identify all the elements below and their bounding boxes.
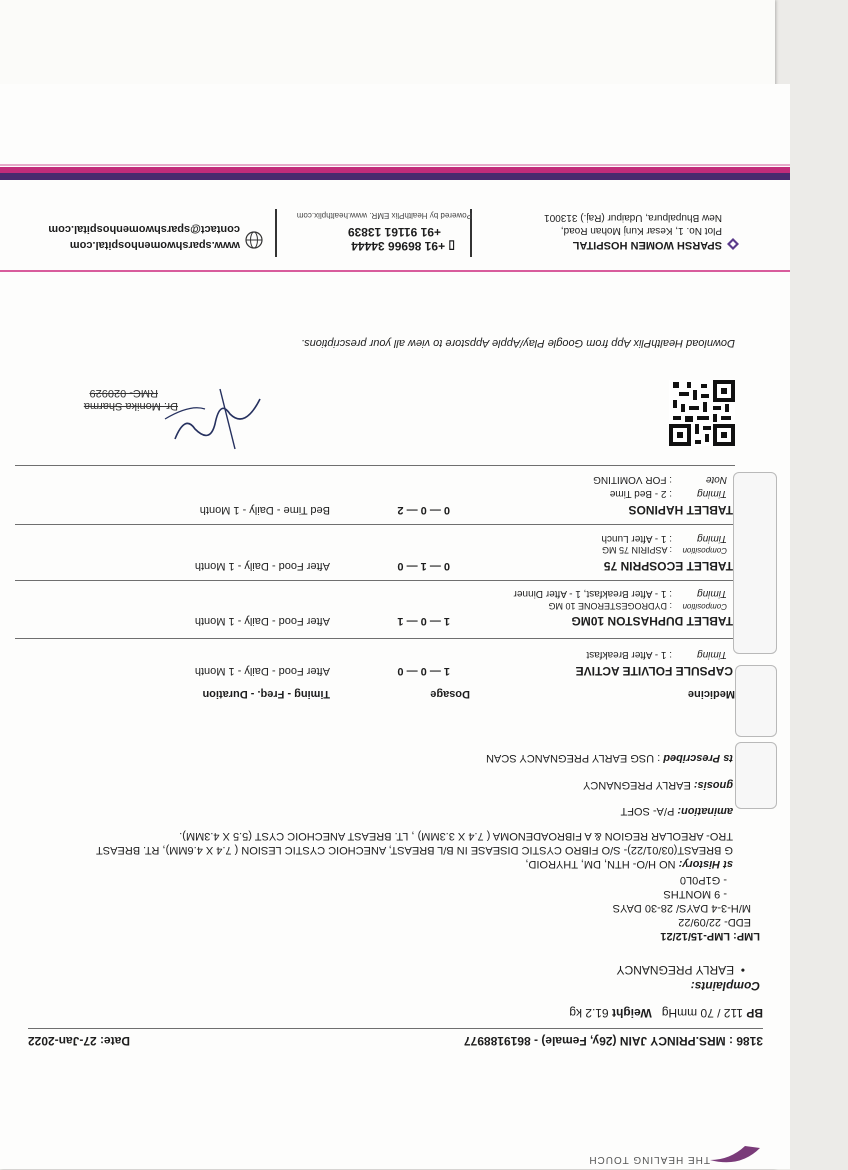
header-medicine: Medicine <box>687 688 735 700</box>
history-edd: EDD- 22/09/22 <box>678 916 751 928</box>
detail-value: : DYDROGESTERONE 10 MG <box>548 601 672 611</box>
medicine-timing: After Food - Daily - 1 Month <box>194 615 330 627</box>
binder-clip <box>735 665 777 737</box>
detail-value: : 1 - After Breakfast <box>586 649 672 660</box>
footer-divider <box>275 209 277 257</box>
examination: amination: P/A- SOFT <box>620 805 733 817</box>
diagnosis: gnosis: EARLY PREGNANCY <box>583 779 733 791</box>
footer-band-purple <box>0 173 790 180</box>
medicine-name: TABLET DUPHASTON 10MG <box>571 614 733 628</box>
phone-number: +91 91161 13839 <box>347 225 441 239</box>
detail-label: Timing <box>697 533 727 544</box>
website: www.sparshwomenhospital.com <box>69 239 240 251</box>
past-history: st History: NO H/O- HTN, DM, THYROID, <box>525 858 733 870</box>
bp-value: 112 / 70 <box>700 1006 743 1020</box>
medicine-dosage: 1 — 0 — 0 <box>397 665 450 677</box>
history-mh: M/H-3-4 DAYS/ 28-30 DAYS <box>612 902 751 914</box>
medicine-name: TABLET ECOSPRIN 75 <box>603 559 733 573</box>
globe-icon <box>245 231 263 249</box>
download-note: Download HealthPlix App from Google Play/Apple Appstore to view all your prescriptions. <box>301 337 735 349</box>
history-line2: G BREAST(03/01/22)- S/O FIBRO CYSTIC DISEASE IN B/L BREAST, ANECHOIC CYSTIC LESION ( 7.4 X 4.6MM), RT. BREAST <box>96 844 733 856</box>
detail-value: : ASPIRIN 75 MG <box>601 545 672 555</box>
phone-number: ▯ +91 86966 34444 <box>351 239 455 253</box>
doctor-signature <box>155 384 275 469</box>
history-g: - G1P0L0 <box>679 874 727 886</box>
row-divider <box>15 580 735 581</box>
history-line3: TRO- AREOLAR REGION & A FIBROADENOMA ( 7.4 X 3.3MM) , LT. BREAST ANECHOIC CYST (5.5 X 4.3MM). <box>179 830 733 842</box>
tests-prescribed: ts Prescribed : USG EARLY PREGNANCY SCAN <box>486 752 733 764</box>
detail-value: : 1 - After Breakfast, 1 - After Dinner <box>513 588 672 599</box>
doctor-name: Dr. Monika Sharma <box>83 400 178 412</box>
tagline: THE HEALING TOUCH <box>588 1154 710 1165</box>
row-divider <box>15 465 735 466</box>
prescription-sheet <box>0 84 790 1169</box>
detail-value: : FOR VOMITING <box>593 474 672 485</box>
row-divider <box>15 638 735 639</box>
detail-label: Composition <box>682 602 727 611</box>
complaints-label: Complaints: <box>690 979 760 993</box>
detail-label: Composition <box>682 546 727 555</box>
medicine-dosage: 0 — 0 — 2 <box>397 504 450 516</box>
history-lmp: LMP: LMP-15/12/21 <box>660 930 760 942</box>
medicine-timing: After Food - Daily - 1 Month <box>194 560 330 572</box>
medicine-name: CAPSULE FOLVITE ACTIVE <box>575 664 733 678</box>
detail-value: : 1 - After Lunch <box>601 533 672 544</box>
vitals: BP 112 / 70 mmHg Weight 61.2 kg <box>569 1006 763 1020</box>
divider <box>28 1028 763 1029</box>
medicine-name: TABLET HAPINOS <box>628 503 733 517</box>
header-timing: Timing - Freq. - Duration <box>202 688 330 700</box>
rotated-content <box>0 84 790 1169</box>
detail-value: : 2 - Bed Time <box>609 488 672 499</box>
powered-by: Powered by HealthPlix EMR. www.healthplix.com <box>296 211 472 220</box>
hospital-name: SPARSH WOMEN HOSPITAL <box>572 239 722 251</box>
history-months: - 9 MONTHS <box>663 888 727 900</box>
weight-value: 61.2 kg <box>569 1006 609 1020</box>
patient-header: 3186 : MRS.PRINCY JAIN (26y, Female) - 8619188977 <box>463 1034 763 1048</box>
detail-label: Timing <box>697 488 727 499</box>
hospital-address-line2: New Bhupalpura, Udaipur (Raj.) 313001 <box>544 212 722 223</box>
row-divider <box>15 524 735 525</box>
binder-clip <box>733 472 777 654</box>
detail-label: Note <box>705 474 727 485</box>
medicine-timing: After Food - Daily - 1 Month <box>194 665 330 677</box>
medicine-timing: Bed Time - Daily - 1 Month <box>199 504 330 516</box>
visit-date: Date: 27-Jan-2022 <box>27 1034 130 1048</box>
footer-top-line <box>0 270 790 272</box>
hospital-address-line1: Plot No. 1, Kesar Kunj Mohan Road, <box>560 225 722 236</box>
doctor-reg: RMC- 020929 <box>89 387 158 399</box>
binder-clip <box>735 742 777 809</box>
detail-label: Timing <box>697 649 727 660</box>
medicine-dosage: 1 — 0 — 1 <box>397 615 450 627</box>
hospital-logo-icon <box>726 237 740 251</box>
detail-label: Timing <box>697 588 727 599</box>
medicine-dosage: 0 — 1 — 0 <box>397 560 450 572</box>
header-dosage: Dosage <box>430 688 470 700</box>
qr-code <box>669 380 735 446</box>
complaint-item: • EARLY PREGNANCY <box>616 963 745 977</box>
footer-band-light <box>0 164 790 166</box>
email: contact@sparshwomenhospital.com <box>48 223 240 235</box>
